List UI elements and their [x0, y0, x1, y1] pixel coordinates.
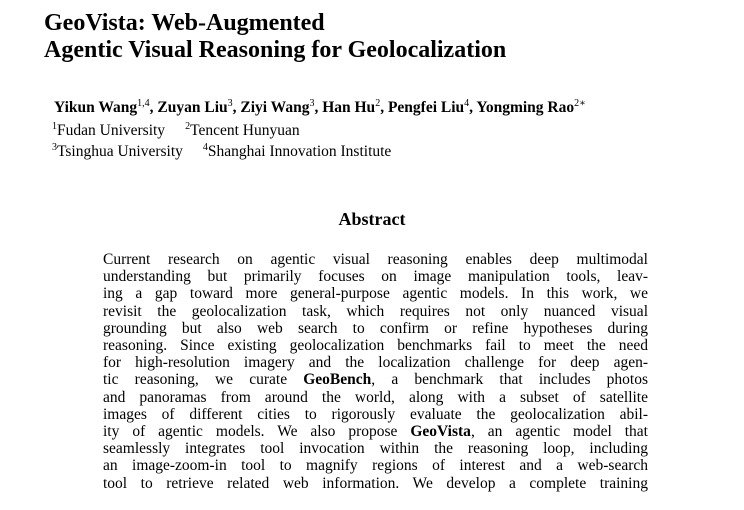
author-list	[54, 99, 586, 117]
author-name-text: Pengfei Liu	[387, 99, 465, 116]
abstract-text: , a benchmark that includes photos	[371, 371, 648, 389]
title-line: GeoVista: Web-Augmented	[44, 10, 325, 36]
abstract-line	[103, 371, 648, 388]
affiliation-marker: 3	[52, 142, 57, 153]
affiliation-line	[52, 122, 300, 140]
author-name	[322, 99, 388, 116]
abstract-text: grounding but also web search to confirm or refine hypotheses during	[103, 319, 648, 337]
abstract-text: understanding but primarily focuses on image manipulation tools, leav-	[103, 268, 648, 286]
author-separator: ,	[314, 99, 323, 116]
author-affiliation-marker: 1,4	[137, 98, 150, 109]
abstract-text: images of different cities to rigorously evaluate the geolocalization abil-	[103, 405, 648, 423]
abstract-line	[103, 475, 648, 492]
author-name-text: Ziyi Wang	[240, 99, 310, 116]
affiliation	[185, 122, 300, 140]
abstract-text: ing a gap toward more general-purpose agentic models. In this work, we	[103, 285, 648, 303]
affiliation-marker: 1	[52, 121, 57, 132]
affiliation	[52, 122, 165, 140]
author-separator: ,	[149, 99, 158, 116]
author-name	[240, 99, 322, 116]
affiliation-marker: 4	[202, 142, 208, 153]
abstract-text: reasoning. Since existing geolocalization benchmarks fail to meet the need	[103, 337, 648, 355]
affiliation-line	[52, 143, 391, 161]
author-affiliation-marker: 2	[375, 98, 381, 109]
author-separator: ,	[380, 99, 388, 116]
abstract-heading: Abstract	[338, 209, 406, 229]
abstract-bold-term: GeoVista	[410, 423, 471, 441]
affiliation	[203, 143, 391, 161]
affiliation-name: Tencent Hunyuan	[190, 122, 300, 139]
author-affiliation-marker: 3	[309, 98, 315, 109]
author-name	[388, 99, 476, 116]
author-name-text: Yongming Rao	[476, 99, 575, 116]
abstract-body	[103, 251, 648, 492]
affiliation-marker: 2	[185, 121, 191, 132]
abstract-line	[103, 457, 648, 474]
author-affiliation-marker: 3	[227, 98, 233, 109]
author-name-text: Zuyan Liu	[157, 99, 228, 116]
abstract-line	[103, 440, 648, 457]
abstract-text: an image-zoom-in tool to magnify regions of interest and a web-search	[103, 457, 648, 475]
title-line: Agentic Visual Reasoning for Geolocalization	[44, 37, 507, 63]
affiliation-name: Fudan University	[57, 122, 166, 139]
affiliation-name: Tsinghua University	[57, 143, 183, 160]
affiliation	[52, 143, 183, 161]
abstract-line	[103, 337, 648, 354]
abstract-text: tool to retrieve related web information. We develop a complete training	[103, 474, 648, 492]
paper-title	[44, 10, 724, 64]
author-name-text: Yikun Wang	[54, 99, 138, 116]
abstract-line	[103, 389, 648, 406]
author-affiliation-marker: 4	[464, 98, 470, 109]
abstract-line	[103, 354, 648, 371]
abstract-text: revisit the geolocalization task, which requires not only nuanced visual	[103, 302, 648, 320]
abstract-line	[103, 303, 648, 320]
author-separator: ,	[469, 99, 477, 116]
abstract-line	[103, 406, 648, 423]
author-name-text: Han Hu	[322, 99, 376, 116]
abstract-line	[103, 285, 648, 302]
author-name	[54, 99, 157, 116]
author-separator: ,	[232, 99, 241, 116]
author-name	[157, 99, 240, 116]
abstract-text: ity of agentic models. We also propose	[103, 423, 411, 441]
abstract-bold-term: GeoBench	[303, 371, 372, 389]
abstract-line	[103, 251, 648, 268]
affiliation-name: Shanghai Innovation Institute	[207, 143, 392, 160]
abstract-text: tic reasoning, we curate	[103, 371, 304, 389]
author-affiliation-marker: 2∗	[574, 98, 586, 109]
abstract-line	[103, 320, 648, 337]
abstract-text: Current research on agentic visual reasoning enables deep multimodal	[103, 251, 648, 268]
abstract-text: for high-resolution imagery and the localization challenge for deep agen-	[103, 354, 648, 372]
abstract-text: , an agentic model that	[470, 423, 648, 441]
author-name	[476, 99, 586, 116]
abstract-text: and panoramas from around the world, along with a subset of satellite	[103, 388, 648, 406]
abstract-line	[103, 423, 648, 440]
abstract-line	[103, 268, 648, 285]
abstract-text: seamlessly integrates tool invocation within the reasoning loop, including	[103, 440, 648, 458]
